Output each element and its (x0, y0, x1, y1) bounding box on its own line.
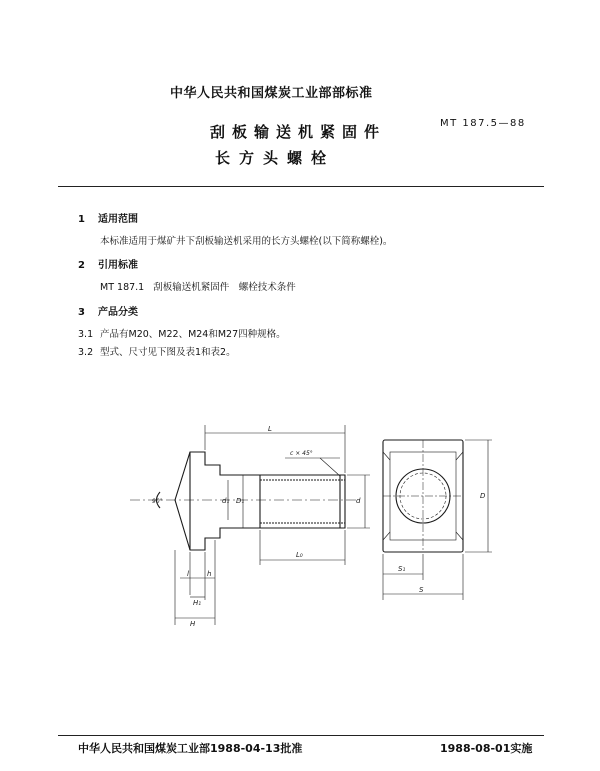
dim-label-L: L (268, 425, 272, 433)
dim-label-H: H (190, 620, 196, 628)
reference-title: 刮板输送机紧固件 螺栓技术条件 (153, 282, 296, 293)
bolt-head-outline (175, 452, 260, 550)
dim-label-angle: 90° (152, 498, 163, 505)
section-number: 1 (78, 214, 85, 225)
dim-label-l: l (187, 570, 189, 578)
reference-code: MT 187.1 (100, 282, 145, 293)
section-number: 3 (78, 307, 85, 318)
footer-divider (58, 735, 544, 736)
issuing-organization: 中华人民共和国煤炭工业部部标准 (170, 86, 373, 101)
clause-number: 3.2 (78, 347, 94, 358)
dim-label-h: h (207, 570, 212, 578)
section-title: 引用标准 (98, 260, 138, 271)
approval-date: 中华人民共和国煤炭工业部1988-04-13批准 (78, 742, 303, 755)
dim-label-D1: D₁ (236, 497, 245, 505)
dim-label-H1: H₁ (193, 599, 202, 607)
dim-label-S1: S₁ (398, 565, 406, 573)
clause-number: 3.1 (78, 329, 94, 340)
dim-label-chamfer: c × 45° (290, 450, 313, 457)
section-title: 适用范围 (98, 214, 138, 225)
dim-label-L0: L₀ (296, 551, 303, 559)
dim-label-S: S (419, 586, 424, 594)
clause-text: 产品有M20、M22、M24和M27四种规格。 (100, 329, 286, 340)
dim-label-d1: d₁ (222, 497, 230, 505)
section-title: 产品分类 (98, 307, 138, 318)
document-title: 刮板输送机紧固件 (210, 123, 387, 141)
document-subtitle: 长方头螺栓 (215, 149, 336, 167)
section-number: 2 (78, 260, 85, 271)
clause-text: 型式、尺寸见下图及表1和表2。 (100, 347, 236, 358)
effective-date: 1988-08-01实施 (440, 742, 533, 755)
dim-label-d: d (356, 497, 361, 505)
dim-label-D: D (480, 492, 486, 500)
bolt-shank-outline (260, 475, 345, 528)
standard-number: MT 187.5—88 (440, 118, 526, 129)
section-1-text: 本标准适用于煤矿井下刮板输送机采用的长方头螺栓(以下简称螺栓)。 (100, 236, 393, 247)
